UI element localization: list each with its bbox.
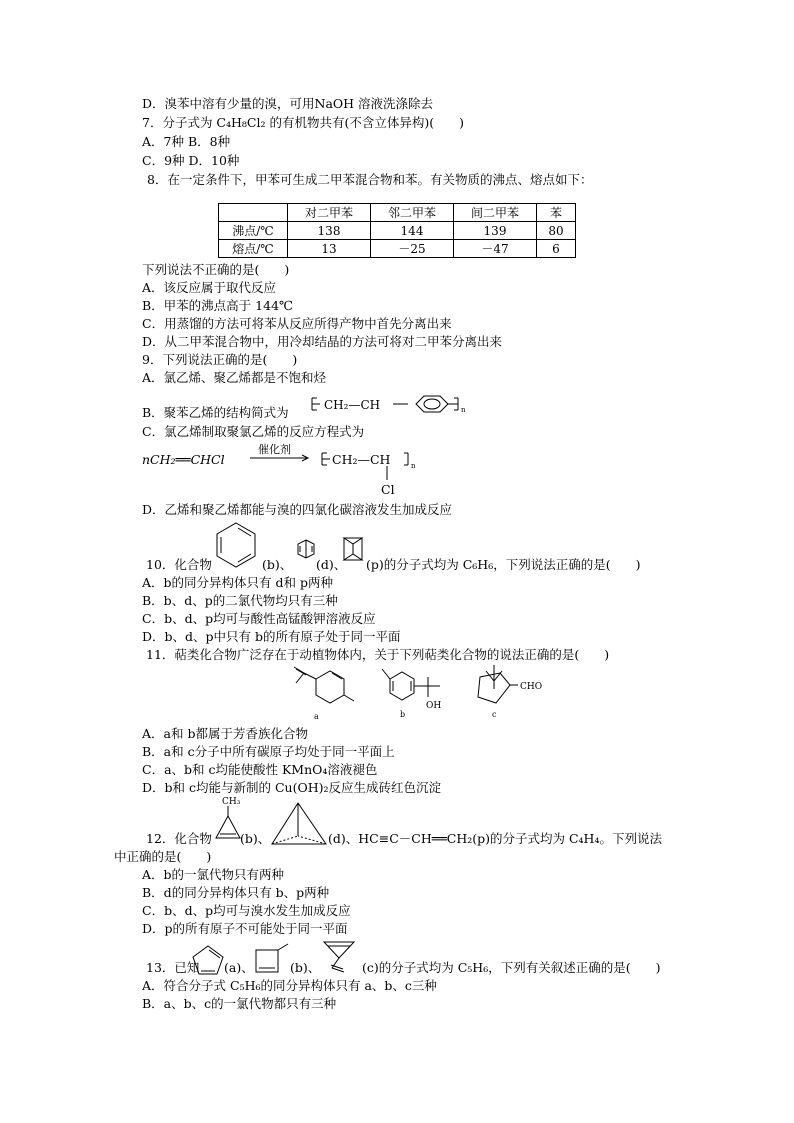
q12-b-label: (b)、 (240, 831, 271, 846)
ps-n: n (461, 406, 466, 414)
boiling-melting-table (218, 203, 576, 258)
table-header-row (219, 204, 576, 222)
q8-question: 下列说法不正确的是( ) (142, 262, 290, 277)
q8-stem: 8．在一定条件下，甲苯可生成二甲苯混合物和苯。有关物质的沸点、熔点如下： (147, 172, 593, 187)
q12-option-d: D．p的所有原子不可能处于同一平面 (142, 921, 348, 936)
q11-option-c: C．a、b和 c均能使酸性 KMnO₄溶液褪色 (142, 762, 378, 777)
q12-option-a: A．b的一氯代物只有两种 (142, 867, 285, 882)
q12-d-label: (d)、HC≡C－CH══CH₂(p)的分子式均为 C₄H₄。下列说法 (328, 831, 662, 846)
q7-options-ab: A．7种 B．8种 (142, 134, 231, 149)
cho-label: CHO (520, 682, 543, 692)
q8-option-a: A．该反应属于取代反应 (142, 280, 277, 295)
q13-option-a: A．符合分子式 C₅H₆的同分异构体只有 a、b、c三种 (142, 978, 437, 993)
tetrahedrane-structure (268, 800, 330, 848)
eq-left: nCH₂══CHCl (142, 452, 225, 467)
table-cell (219, 204, 288, 222)
table-cell: 13 (288, 240, 371, 258)
table-cell: 139 (454, 222, 537, 240)
label-c: c (492, 710, 497, 719)
eq-cl: Cl (381, 482, 395, 497)
terpene-structures (280, 663, 570, 723)
table-cell: 熔点/℃ (219, 240, 288, 258)
q9-option-a: A．氯乙烯、聚乙烯都是不饱和烃 (142, 370, 327, 385)
q9-stem: 9．下列说法正确的是( ) (142, 352, 298, 367)
q13-b-label: (b)、 (290, 960, 321, 975)
cyclopentadiene-structure (190, 943, 226, 977)
q9-option-d: D．乙烯和聚乙烯都能与溴的四氯化碳溶液发生加成反应 (142, 502, 453, 517)
q10-prefix: 10．化合物 (146, 557, 212, 572)
q10-option-b: B．b、d、p的二氯代物均只有三种 (142, 593, 338, 608)
q8-option-c: C．用蒸馏的方法可将苯从反应所得产物中首先分离出来 (142, 316, 452, 331)
table-cell: 邻二甲苯 (371, 204, 454, 222)
pvc-equation (142, 440, 442, 498)
q11-option-d: D．b和 c均能与新制的 Cu(OH)₂反应生成砖红色沉淀 (142, 780, 441, 795)
dewar-benzene-structure (296, 538, 316, 560)
table-cell: 对二甲苯 (288, 204, 371, 222)
q13-option-b: B．a、b、c的一氯代物都只有三种 (142, 996, 337, 1011)
q10-d-label: (d)、 (316, 557, 347, 572)
table-cell: 80 (537, 222, 576, 240)
methylenecyclobutene-structure (252, 942, 292, 976)
q13-a-label: (a)、 (224, 960, 254, 975)
q8-option-d: D．从二甲苯混合物中，用冷却结晶的方法可将对二甲苯分离出来 (142, 334, 503, 349)
eq-n: n (411, 462, 416, 470)
table-cell: 138 (288, 222, 371, 240)
q11-option-a: A．a和 b都属于芳香族化合物 (142, 726, 308, 741)
q6-option-d: D．溴苯中溶有少量的溴，可用NaOH 溶液洗涤除去 (142, 96, 434, 111)
q10-option-c: C．b、d、p均可与酸性高锰酸钾溶液反应 (142, 611, 376, 626)
ch3-label: CH₃ (222, 797, 241, 807)
q12-option-b: B．d的同分异构体只有 b、p两种 (142, 885, 330, 900)
q10-p-label: (p)的分子式均为 C₆H₆，下列说法正确的是( ) (366, 557, 641, 572)
table-cell: 间二甲苯 (454, 204, 537, 222)
q10-b-label: (b)、 (262, 557, 293, 572)
q12-option-c: C．b、d、p均可与溴水发生加成反应 (142, 903, 351, 918)
table-cell: 6 (537, 240, 576, 258)
table-row (219, 222, 576, 240)
table-cell: 144 (371, 222, 454, 240)
table-cell: －25 (371, 240, 454, 258)
eq-catalyst: 催化剂 (258, 443, 291, 456)
prismane-structure (340, 534, 366, 564)
q9-option-b: B．聚苯乙烯的结构简式为 (142, 405, 289, 420)
table-cell: －47 (454, 240, 537, 258)
q7-options-cd: C．9种 D．10种 (142, 153, 240, 168)
q11-stem: 11．萜类化合物广泛存在于动植物体内，关于下列萜类化合物的说法正确的是( ) (146, 647, 610, 662)
q13-prefix: 13．已知 (146, 960, 200, 975)
table-cell: 沸点/℃ (219, 222, 288, 240)
q7-stem: 7．分子式为 C₄H₈Cl₂ 的有机物共有(不含立体异构)( ) (142, 115, 464, 130)
table-cell: 苯 (537, 204, 576, 222)
table-row (219, 240, 576, 258)
label-b: b (400, 710, 406, 719)
q12-stem-cont: 中正确的是( ) (114, 849, 212, 864)
eq-right: CH₂—CH (332, 452, 391, 467)
oh-label: OH (426, 701, 442, 711)
ps-formula: CH₂—CH (324, 398, 381, 412)
vinylcyclopropene-structure (316, 938, 364, 976)
q10-option-d: D．b、d、p中只有 b的所有原子处于同一平面 (142, 629, 401, 644)
q13-c-label: (c)的分子式均为 C₅H₆，下列有关叙述正确的是( ) (362, 960, 661, 975)
q11-option-b: B．a和 c分子中所有碳原子均处于同一平面上 (142, 744, 395, 759)
benzene-structure (211, 520, 261, 570)
q8-option-b: B．甲苯的沸点高于 144℃ (142, 298, 294, 313)
label-a: a (314, 712, 319, 721)
polystyrene-structure (308, 388, 498, 420)
q12-prefix: 12．化合物 (146, 831, 212, 846)
q9-option-c: C．氯乙烯制取聚氯乙烯的反应方程式为 (142, 424, 365, 439)
q10-option-a: A．b的同分异构体只有 d和 p两种 (142, 575, 333, 590)
